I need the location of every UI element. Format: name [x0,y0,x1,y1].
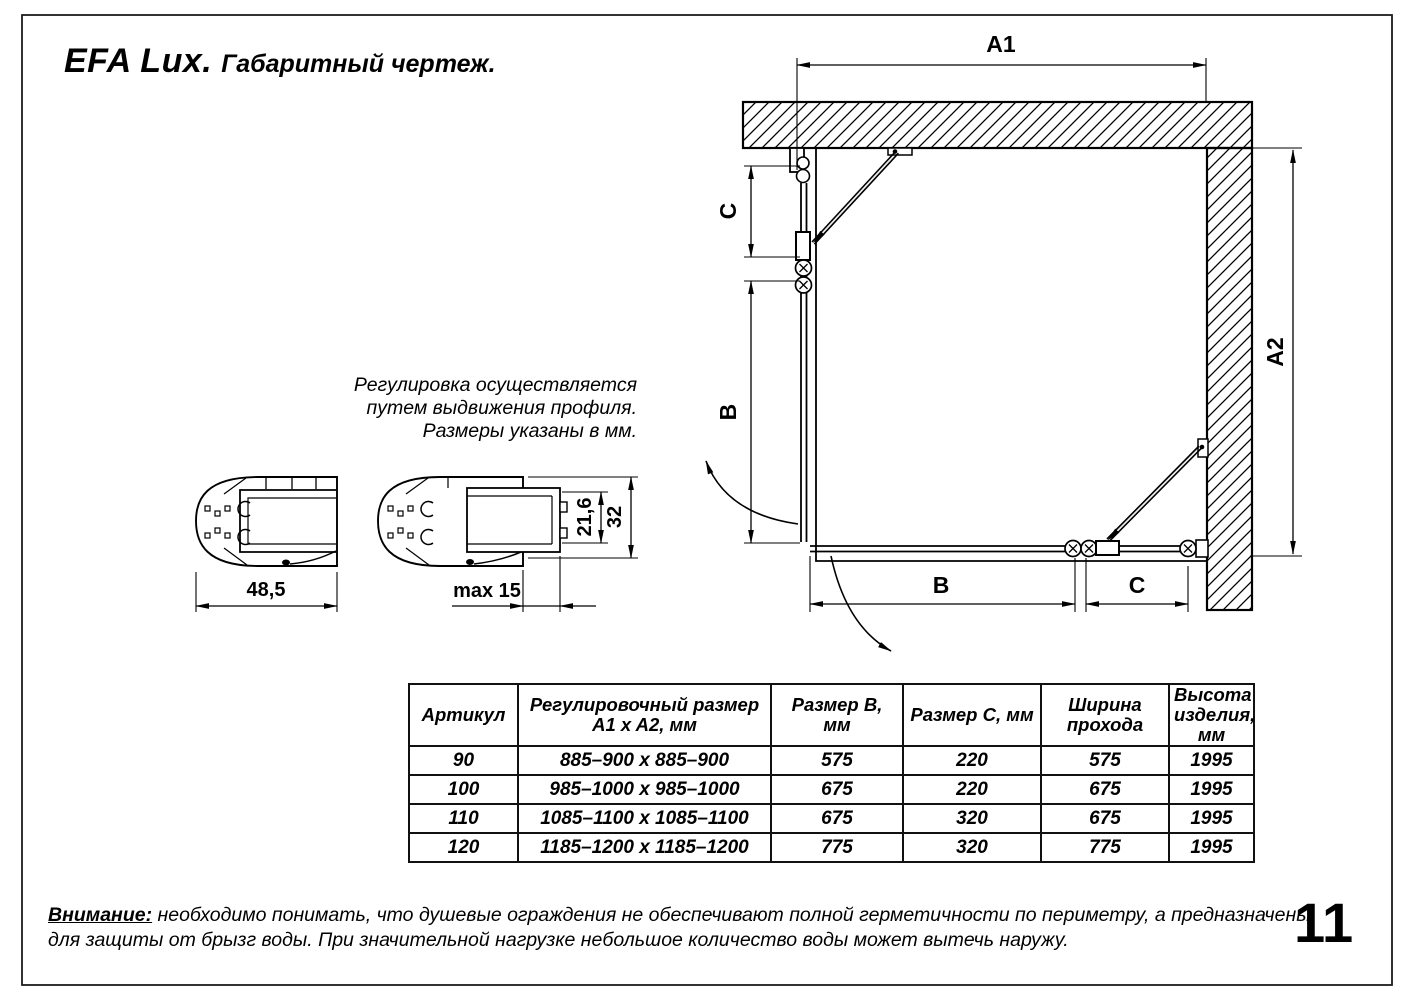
product-name: EFA Lux. [64,42,213,80]
profile-section-extended [378,477,567,566]
col-header-size-c: Размер C, мм [903,684,1041,746]
dim-label-c-bottom: C [1128,572,1146,598]
col-header-adjust-size: Регулировочный размер A1 x A2, мм [518,684,771,746]
cell-adjust-size: 1085–1100 x 1085–1100 [518,804,771,833]
table-row [409,746,1254,775]
cell-height: 1995 [1169,804,1254,833]
warning-label: Внимание: [48,904,153,926]
col-header-height: Высота изделия, мм [1169,684,1254,746]
cell-pass-width: 675 [1041,775,1169,804]
col-header-size-b: Размер B, мм [771,684,903,746]
adjustment-note [287,374,637,443]
cell-adjust-size: 1185–1200 x 1185–1200 [518,833,771,862]
wall-profile-top [790,148,810,183]
spec-table-header-row [409,684,1254,746]
dim-label-b-left: B [715,403,741,421]
dim-c-left [715,166,800,257]
dim-a1 [797,31,1206,170]
page-title [64,42,496,81]
cell-article: 110 [409,804,518,833]
warning-text-line1: необходимо понимать, что душевые ограждения не обеспечивают полной герметичности по периметру, а предназначены [152,904,1311,926]
cell-pass-width: 775 [1041,833,1169,862]
dim-label-b-bottom: B [932,572,950,598]
cell-article: 90 [409,746,518,775]
dim-label-48-5: 48,5 [246,579,286,601]
cell-pass-width: 675 [1041,804,1169,833]
dim-label-max-15: max 15 [453,580,521,602]
swing-arc-left [706,461,798,524]
dim-21-6 [562,492,608,543]
cell-height: 1995 [1169,746,1254,775]
cell-height: 1995 [1169,775,1254,804]
table-row [409,833,1254,862]
dim-label-32: 32 [604,505,626,529]
warning-note [48,903,1311,953]
cell-size-c: 220 [903,775,1041,804]
cell-article: 120 [409,833,518,862]
door-top-open [812,148,912,244]
cell-size-c: 220 [903,746,1041,775]
cell-article: 100 [409,775,518,804]
spec-table [408,683,1255,863]
col-header-article: Артикул [409,684,518,746]
note-line: Регулировка осуществляется [353,374,637,396]
table-row [409,775,1254,804]
cell-size-b: 575 [771,746,903,775]
col-header-pass-width: Ширина прохода [1041,684,1169,746]
wall-top [743,102,1252,148]
dim-48-5 [196,572,337,612]
drawing-type-label: Габаритный чертеж. [221,50,496,78]
cell-size-c: 320 [903,833,1041,862]
cell-height: 1995 [1169,833,1254,862]
note-line: Размеры указаны в мм. [422,420,637,442]
wall-right [1207,148,1252,610]
dim-label-21-6: 21,6 [574,497,596,537]
cell-size-b: 775 [771,833,903,862]
dim-b-left [715,281,800,543]
cell-size-b: 675 [771,804,903,833]
dim-b-bottom [810,556,1075,612]
bottom-glass-panel [810,546,1207,552]
table-row [409,804,1254,833]
enclosure-frame [816,148,1207,561]
dim-c-bottom [1086,558,1188,612]
dim-label-a2: A2 [1262,337,1288,367]
wall-hinge-bottom [1180,540,1208,557]
dim-a2 [1250,148,1302,556]
cell-adjust-size: 985–1000 x 985–1000 [518,775,771,804]
profile-section-closed [196,477,337,566]
left-hinge [796,260,812,293]
door1-handle [796,232,810,260]
cell-size-b: 675 [771,775,903,804]
dim-label-a1: A1 [986,31,1016,57]
dim-label-c-left: C [715,202,741,220]
cell-pass-width: 575 [1041,746,1169,775]
cell-size-c: 320 [903,804,1041,833]
bottom-hinge [1065,541,1097,557]
note-line: путем выдвижения профиля. [366,397,637,419]
cell-adjust-size: 885–900 x 885–900 [518,746,771,775]
warning-text-line2: для защиты от брызг воды. При значительной нагрузке небольшое количество воды может вытечь наружу. [48,929,1069,951]
door2-handle [1096,541,1119,555]
page-number: 11 [1294,891,1354,954]
door-bottom-open [1107,439,1208,541]
